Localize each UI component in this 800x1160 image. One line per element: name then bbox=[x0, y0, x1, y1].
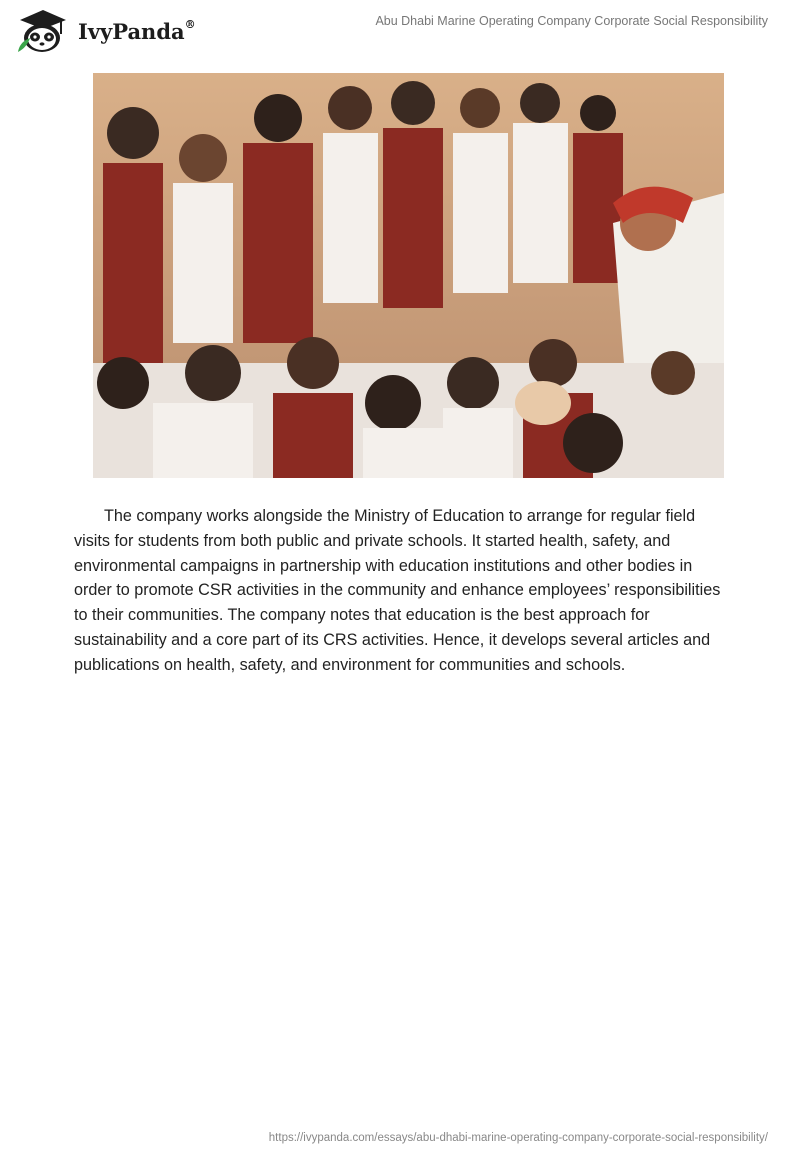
ivypanda-logo[interactable] bbox=[14, 8, 196, 54]
document-title: Abu Dhabi Marine Operating Company Corporate Social Responsibility bbox=[375, 14, 768, 28]
panda-graduate-icon bbox=[14, 8, 72, 54]
schoolchildren-photo bbox=[93, 73, 724, 478]
article-photo bbox=[93, 73, 724, 478]
brand-name: IvyPanda® bbox=[78, 17, 196, 44]
body-paragraph: The company works alongside the Ministry of Education to arrange for regular field visits for students from both public and private schools. It started health, safety, and environmental campaigns in partnership with education institutions and other bodies in order to promote CSR activities in the community and enhance employees’ responsibilities to their communities. The company notes that education is the best approach for sustainability and a core part of its CRS activities. Hence, it develops several articles and publications on health, safety, and environment for communities and schools. bbox=[74, 507, 721, 674]
footer-source-url[interactable]: https://ivypanda.com/essays/abu-dhabi-marine-operating-company-corporate-social-responsibility/ bbox=[268, 1132, 768, 1144]
